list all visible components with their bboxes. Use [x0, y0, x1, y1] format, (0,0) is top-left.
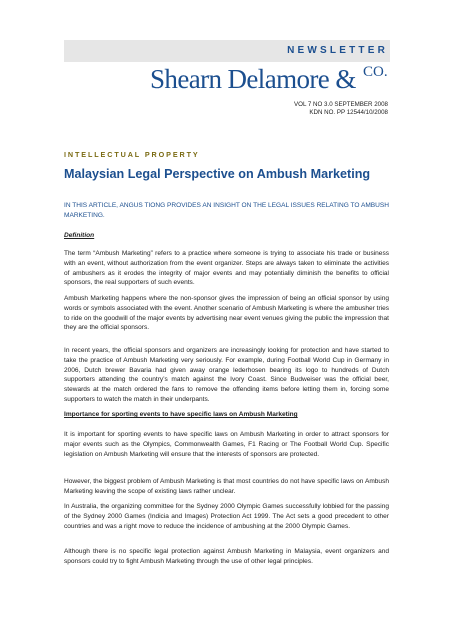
kdn-line: KDN NO. PP 12544/10/2008 — [309, 109, 388, 117]
issue-info — [294, 101, 388, 117]
volume-line: VOL 7 NO 3.0 SEPTEMBER 2008 — [294, 101, 388, 108]
paragraph-1: The term “Ambush Marketing” refers to a practice where someone is trying to associate his trade or business with an event, without authorization from the event organizer. Steps are always taken to eliminate the activities of ambushers as it erodes the integrity of major events and may potentially diminish the benefits to official sponsors, the real supporters of such events. — [64, 250, 389, 287]
paragraph-4: It is important for sporting events to have specific laws on Ambush Marketing in order to attract sponsors for major events such as the Olympics, Commonwealth Games, F1 Racing or The Football World Cup. Specific legislation on Ambush Marketing will ensure that the interests of sponsors are protected. — [64, 431, 389, 458]
logo-name: Shearn Delamore & — [150, 64, 356, 94]
paragraph-6: In Australia, the organizing committee for the Sydney 2000 Olympic Games successfully lobbied for the passing of the Sydney 2000 Games (Indicia and Images) Protection Act 1999. The Act sets a good precedent to other countries and was a right move to reduce the incidence of ambushing at the 2000 Olympic Games. — [64, 503, 389, 530]
newsletter-label: NEWSLETTER — [287, 45, 388, 56]
paragraph-2: Ambush Marketing happens where the non-sponsor gives the impression of being an official sponsor by using words or symbols associated with the event. Another scenario of Ambush Marketing is where the ambusher tries to ride on the goodwill of the major events by advertising near event venues giving the public the impression that they are the official sponsors. — [64, 295, 389, 332]
section-label: INTELLECTUAL PROPERTY — [64, 150, 200, 159]
paragraph-7: Although there is no specific legal protection against Ambush Marketing in Malaysia, event organizers and sponsors could try to fight Ambush Marketing through the use of other legal principles. — [64, 548, 389, 565]
definition-heading: Definition — [64, 232, 95, 239]
logo-co: CO. — [363, 64, 388, 80]
paragraph-3: In recent years, the official sponsors and organizers are increasingly looking for protection and have started to take the practice of Ambush Marketing very seriously. For example, during Football World Cup in Germany in 2006, Dutch brewer Bavaria had given away orange lederhosen bearing its logo to hundreds of Dutch supporters attending the country’s match against the Ivory Coast. Since Budweiser was the official beer, stewards at the match ordered the fans to remove the offending items before letting them in, forcing some supporters to watch the match in their underpants. — [64, 347, 389, 403]
paragraph-5: However, the biggest problem of Ambush Marketing is that most countries do not have specific laws on Ambush Marketing leaving the scope of existing laws rather unclear. — [64, 478, 389, 495]
article-lead: IN THIS ARTICLE, ANGUS TIONG PROVIDES AN INSIGHT ON THE LEGAL ISSUES RELATING TO AMBUSH MARKETING. — [64, 202, 389, 219]
importance-heading: Importance for sporting events to have specific laws on Ambush Marketing — [64, 411, 298, 418]
article-title: Malaysian Legal Perspective on Ambush Marketing — [64, 167, 371, 181]
firm-logo — [150, 63, 394, 95]
